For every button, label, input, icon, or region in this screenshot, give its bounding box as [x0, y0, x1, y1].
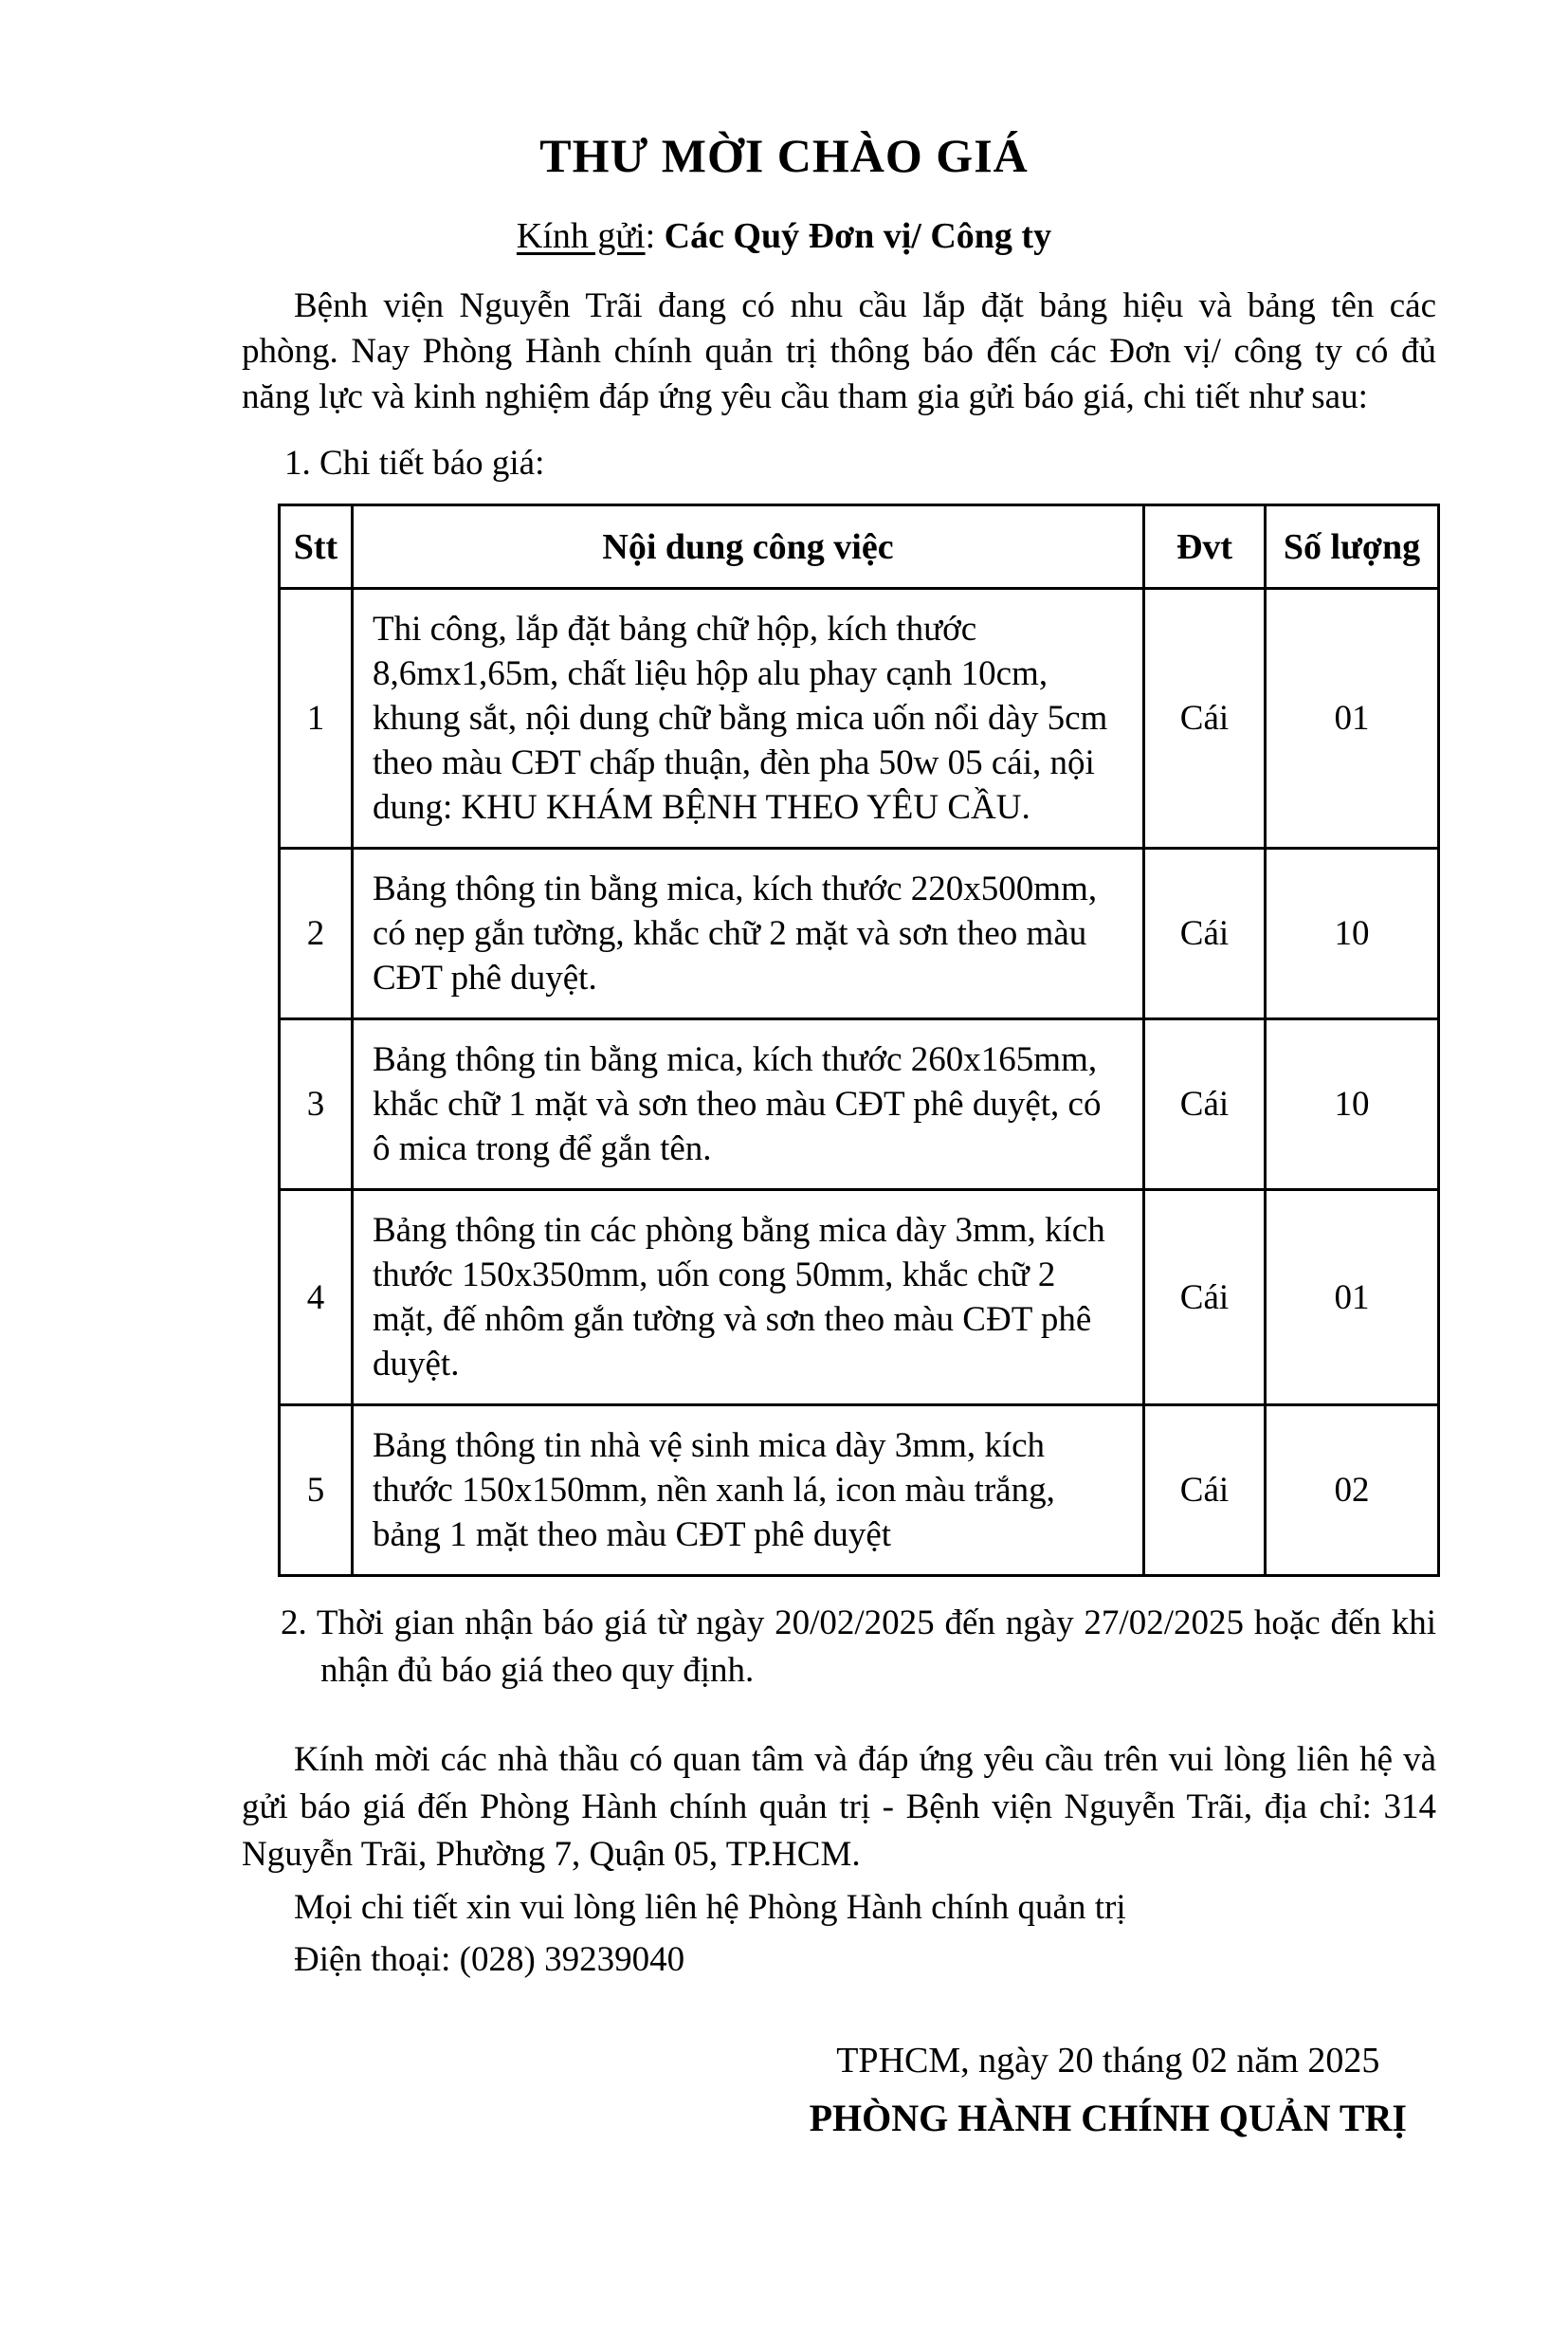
- row-quantity: 02: [1266, 1405, 1439, 1576]
- quotation-table-body: [280, 589, 1439, 1576]
- table-row: [280, 1190, 1439, 1405]
- section1-heading: 1. Chi tiết báo giá:: [284, 444, 545, 483]
- header-unit: Đvt: [1144, 505, 1266, 589]
- row-unit: Cái: [1144, 1019, 1266, 1190]
- document-title: THƯ MỜI CHÀO GIÁ: [539, 129, 1029, 182]
- signature-department: PHÒNG HÀNH CHÍNH QUẢN TRỊ: [809, 2097, 1407, 2139]
- section2-paragraph: 2. Thời gian nhận báo giá từ ngày 20/02/2025 đến ngày 27/02/2025 hoặc đến khi nhận đủ báo giá theo quy định.: [281, 1604, 1436, 1690]
- table-row: [280, 849, 1439, 1019]
- phone-line: Điện thoại: (028) 39239040: [294, 1940, 685, 1979]
- row-stt: 3: [280, 1019, 353, 1190]
- closing-paragraph: Kính mời các nhà thầu có quan tâm và đáp ứng yêu cầu trên vui lòng liên hệ và gửi báo giá đến Phòng Hành chính quản trị - Bệnh viện Nguyễn Trãi, địa chỉ: 314 Nguyễn Trãi, Phường 7, Quận 05, TP.HCM.: [242, 1740, 1436, 1874]
- document-page: [0, 128, 1568, 2346]
- header-description: Nội dung công việc: [353, 505, 1144, 589]
- signature-block: [0, 2038, 1407, 2142]
- contact-note: Mọi chi tiết xin vui lòng liên hệ Phòng Hành chính quản trị: [294, 1888, 1126, 1927]
- row-description: Bảng thông tin bằng mica, kích thước 220x500mm, có nẹp gắn tường, khắc chữ 2 mặt và sơn theo màu CĐT phê duyệt.: [353, 849, 1144, 1019]
- salutation-label: Kính gửi: [516, 216, 646, 256]
- row-quantity: 01: [1266, 1190, 1439, 1405]
- row-unit: Cái: [1144, 589, 1266, 849]
- row-unit: Cái: [1144, 1405, 1266, 1576]
- row-stt: 5: [280, 1405, 353, 1576]
- intro-paragraph: Bệnh viện Nguyễn Trãi đang có nhu cầu lắp đặt bảng hiệu và bảng tên các phòng. Nay Phòng Hành chính quản trị thông báo đến các Đơn vị/ công ty có đủ năng lực và kinh nghiệm đáp ứng yêu cầu tham gia gửi báo giá, chi tiết như sau:: [242, 286, 1436, 416]
- row-quantity: 10: [1266, 849, 1439, 1019]
- row-description: Thi công, lắp đặt bảng chữ hộp, kích thước 8,6mx1,65m, chất liệu hộp alu phay cạnh 10cm, khung sắt, nội dung chữ bằng mica uốn nổi dày 5cm theo màu CĐT chấp thuận, đèn pha 50w 05 cái, nội dung: KHU KHÁM BỆNH THEO YÊU CẦU.: [353, 589, 1144, 849]
- row-quantity: 01: [1266, 589, 1439, 849]
- row-unit: Cái: [1144, 1190, 1266, 1405]
- signature-inner: [810, 2038, 1407, 2142]
- quotation-table: [278, 504, 1440, 1577]
- row-description: Bảng thông tin nhà vệ sinh mica dày 3mm, kích thước 150x150mm, nền xanh lá, icon màu trắng, bảng 1 mặt theo màu CĐT phê duyệt: [353, 1405, 1144, 1576]
- table-row: [280, 589, 1439, 849]
- row-quantity: 10: [1266, 1019, 1439, 1190]
- table-header-row: [280, 505, 1439, 589]
- salutation-separator: :: [645, 216, 665, 256]
- row-unit: Cái: [1144, 849, 1266, 1019]
- quotation-table-header: [280, 505, 1439, 589]
- salutation-line: [0, 215, 1568, 257]
- table-row: [280, 1405, 1439, 1576]
- salutation-recipient: Các Quý Đơn vị/ Công ty: [664, 216, 1052, 256]
- row-description: Bảng thông tin bằng mica, kích thước 260x165mm, khắc chữ 1 mặt và sơn theo màu CĐT phê duyệt, có ô mica trong để gắn tên.: [353, 1019, 1144, 1190]
- row-description: Bảng thông tin các phòng bằng mica dày 3mm, kích thước 150x350mm, uốn cong 50mm, khắc chữ 2 mặt, đế nhôm gắn tường và sơn theo màu CĐT phê duyệt.: [353, 1190, 1144, 1405]
- header-stt: Stt: [280, 505, 353, 589]
- header-quantity: Số lượng: [1266, 505, 1439, 589]
- row-stt: 1: [280, 589, 353, 849]
- row-stt: 4: [280, 1190, 353, 1405]
- signature-place-date: TPHCM, ngày 20 tháng 02 năm 2025: [836, 2041, 1380, 2080]
- row-stt: 2: [280, 849, 353, 1019]
- table-row: [280, 1019, 1439, 1190]
